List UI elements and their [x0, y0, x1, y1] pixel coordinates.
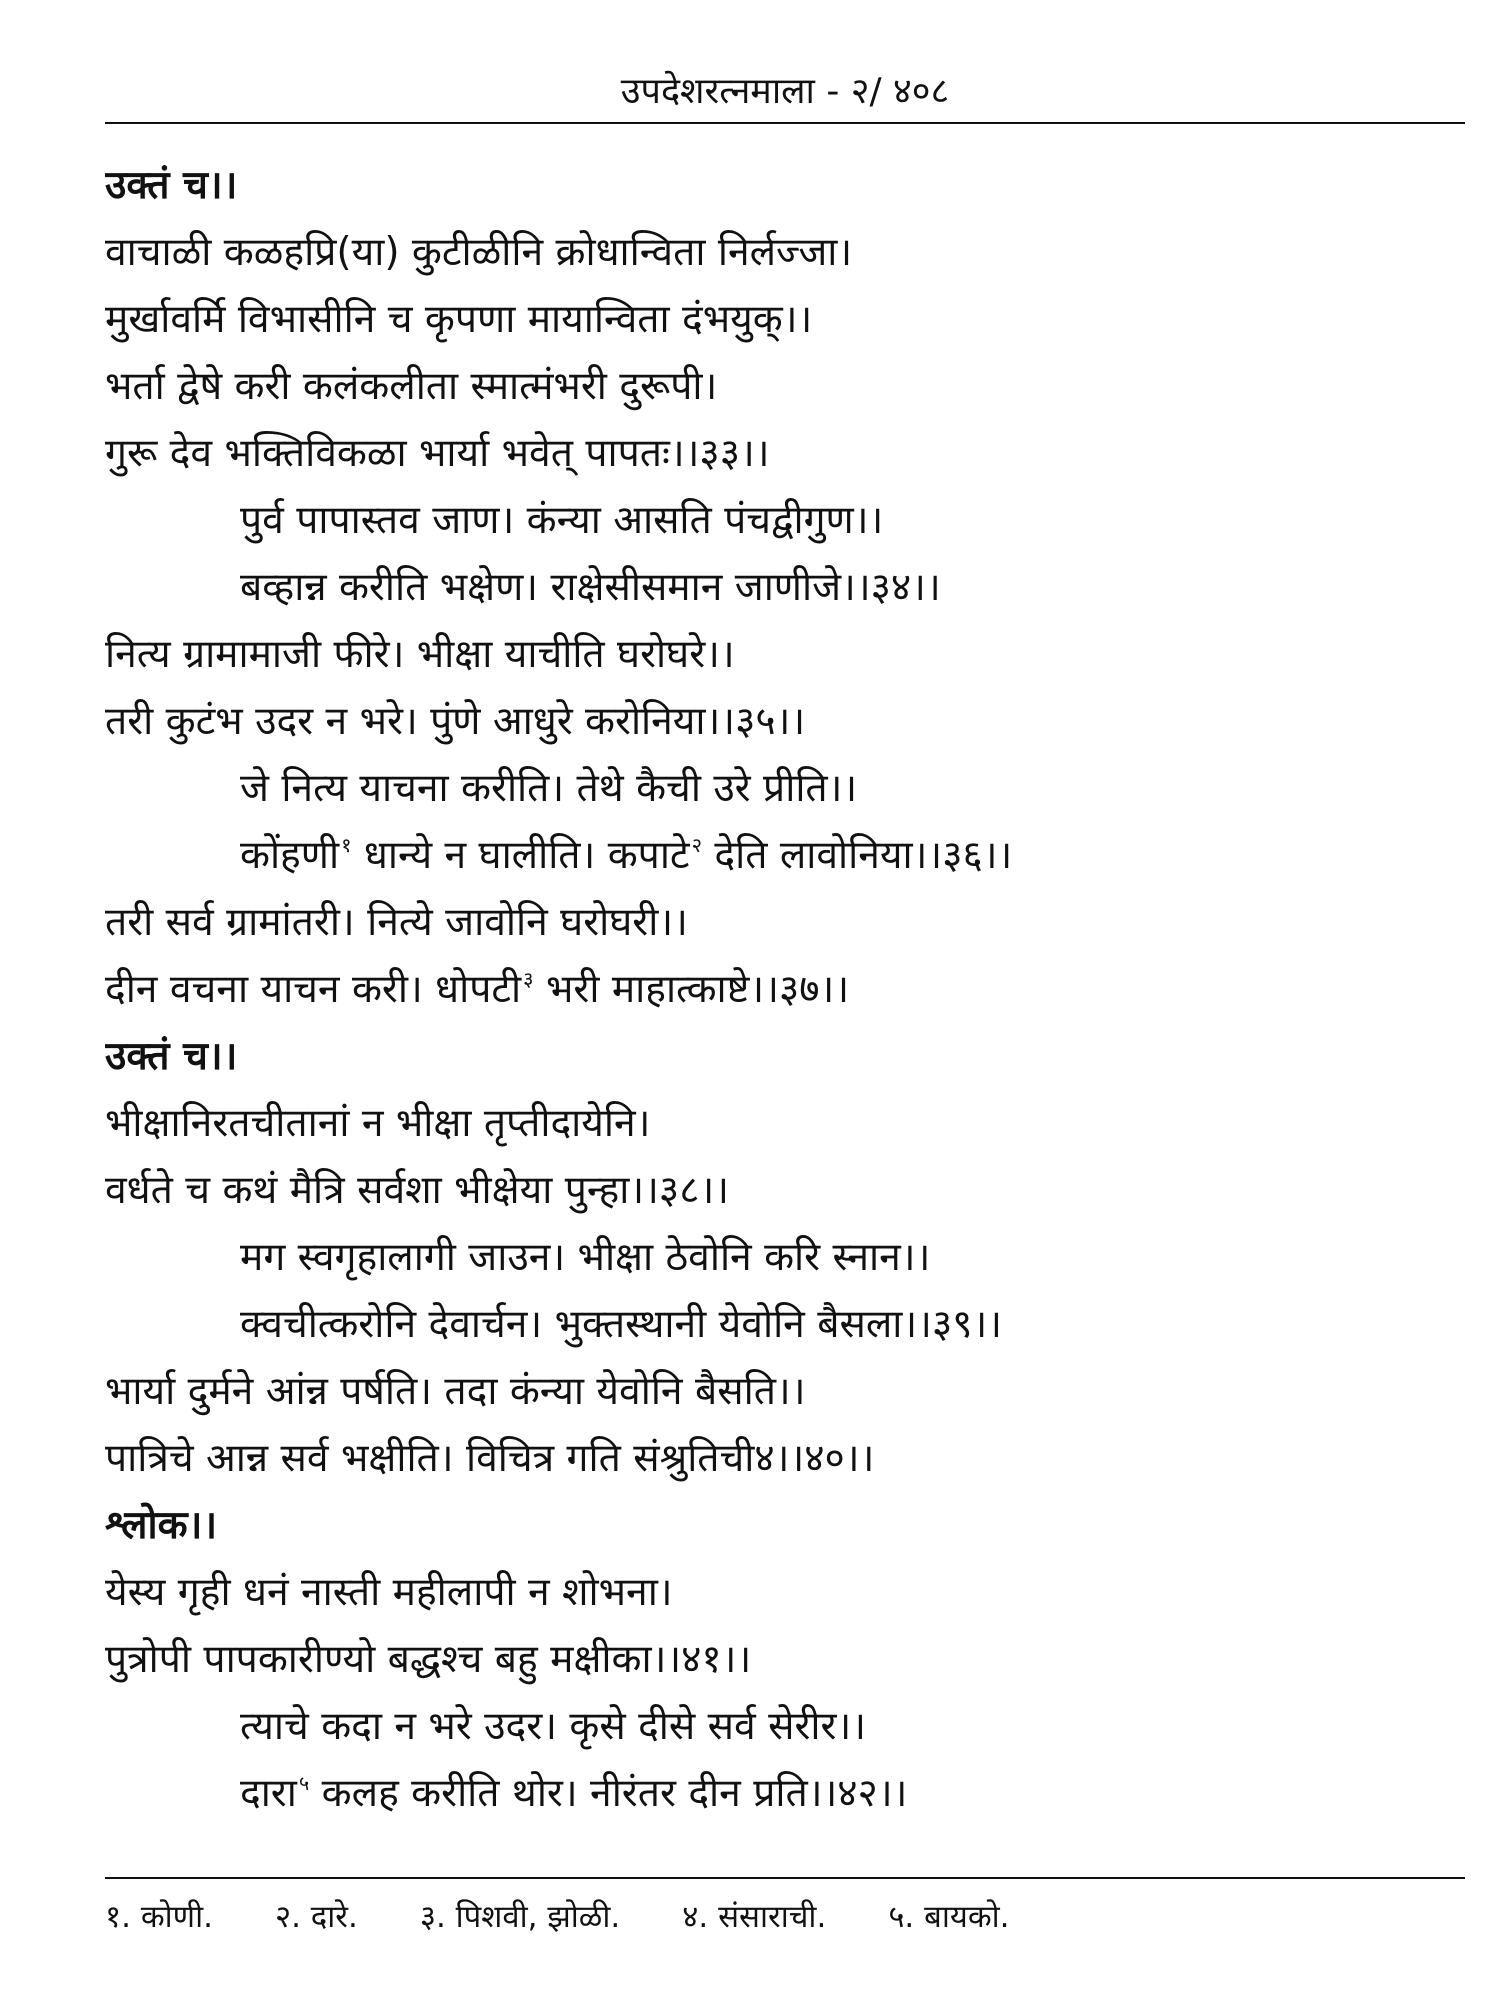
verse-line: वाचाळी कळहप्रि(या) कुटीळीनि क्रोधान्विता निर्लज्जा। [105, 230, 853, 275]
section-heading: श्लोक।। [105, 1503, 218, 1548]
section-heading: उक्तं च।। [105, 1034, 238, 1079]
line-segment: दीन वचना याचन करी। धोपटी [105, 967, 522, 1012]
footnote-5: ५. बायको. [888, 1899, 1010, 1935]
line-segment: दारा [240, 1771, 297, 1816]
verse-line: भीक्षानिरतचीतानां न भीक्षा तृप्तीदायेनि। [105, 1101, 651, 1146]
verse-line: तरी कुटंभ उदर न भरे। पुंणे आधुरे करोनिया।।३५।। [105, 699, 806, 744]
ovi-line: क्वचीत्करोनि देवार्चन। भुक्तस्थानी येवोनि बैसला।।३९।। [240, 1302, 1003, 1347]
footnotes [105, 1896, 1465, 1938]
verse-line: नित्य ग्रामामाजी फीरे। भीक्षा याचीति घरोघरे।। [105, 632, 735, 677]
verse-line: गुरू देव भक्तिविकळा भार्या भवेत् पापतः।।३३।। [105, 431, 770, 476]
ovi-line: त्याचे कदा न भरे उदर। कृसे दीसे सर्व सेरीर।। [240, 1704, 867, 1749]
verse-line: मुर्खावर्मि विभासीनि च कृपणा मायान्विता दंभयुक्।। [105, 297, 813, 342]
ovi-line [105, 822, 1465, 889]
verse-line: भर्ता द्वेषे करी कलंकलीता स्मात्मंभरी दुरूपी। [105, 364, 718, 409]
footnote-2: २. दारे. [274, 1899, 358, 1935]
ovi-line: पुर्व पापास्तव जाण। कंन्या आसति पंचद्वीगुण।। [240, 498, 884, 543]
footnote-3: ३. पिशवी, झोळी. [419, 1899, 621, 1935]
line-segment: कलह करीति थोर। नीरंतर दीन प्रति।।४२।। [309, 1771, 908, 1816]
verse-line: तरी सर्व ग्रामांतरी। नित्ये जावोनि घरोघरी।। [105, 900, 688, 945]
ovi-line: बव्हान्न करीति भक्षेण। राक्षेसीसमान जाणीजे।।३४।। [240, 565, 941, 610]
footnote-marker: २ [691, 833, 702, 857]
page-header: उपदेशरत्नमाला - २/ ४०८ [620, 71, 950, 112]
verse-line: येस्य गृही धनं नास्ती महीलापी न शोभना। [105, 1570, 673, 1615]
verse-line: पुत्रोपी पापकारीण्यो बद्धश्च बहु मक्षीका।।४१।। [105, 1637, 752, 1682]
verse-line: पात्रिचे आन्न सर्व भक्षीति। विचित्र गति संश्रुतिची४।।४०।। [105, 1436, 875, 1481]
footnote-divider [105, 1877, 1465, 1879]
line-segment: धान्ये न घालीति। कपाटे [351, 833, 690, 878]
footnote-1: १. कोणी. [105, 1899, 213, 1935]
line-segment: देति लावोनिया।।३६।। [702, 833, 1013, 878]
verse-line: भार्या दुर्मने आंन्न पर्षति। तदा कंन्या येवोनि बैसति।। [105, 1369, 806, 1414]
verse-line: वर्धते च कथं मैत्रि सर्वशा भीक्षेया पुन्हा।।३८।। [105, 1168, 730, 1213]
ovi-line: जे नित्य याचना करीति। तेथे कैची उरे प्रीति।। [240, 766, 858, 811]
footnote-marker: ५ [298, 1771, 310, 1795]
line-segment: भरी माहात्काष्टे।।३७।। [533, 967, 850, 1012]
text-body [105, 152, 1465, 1827]
header-divider [105, 122, 1465, 124]
section-heading: उक्तं च।। [105, 163, 238, 208]
line-segment: कोंहणी [240, 833, 340, 878]
ovi-line [105, 1760, 1465, 1827]
footnote-4: ४. संसाराची. [682, 1899, 827, 1935]
verse-line [105, 956, 1465, 1023]
footnote-marker: १ [341, 833, 352, 857]
footnote-marker: ३ [523, 967, 534, 991]
ovi-line: मग स्वगृहालागी जाउन। भीक्षा ठेवोनि करि स्नान।। [240, 1235, 931, 1280]
